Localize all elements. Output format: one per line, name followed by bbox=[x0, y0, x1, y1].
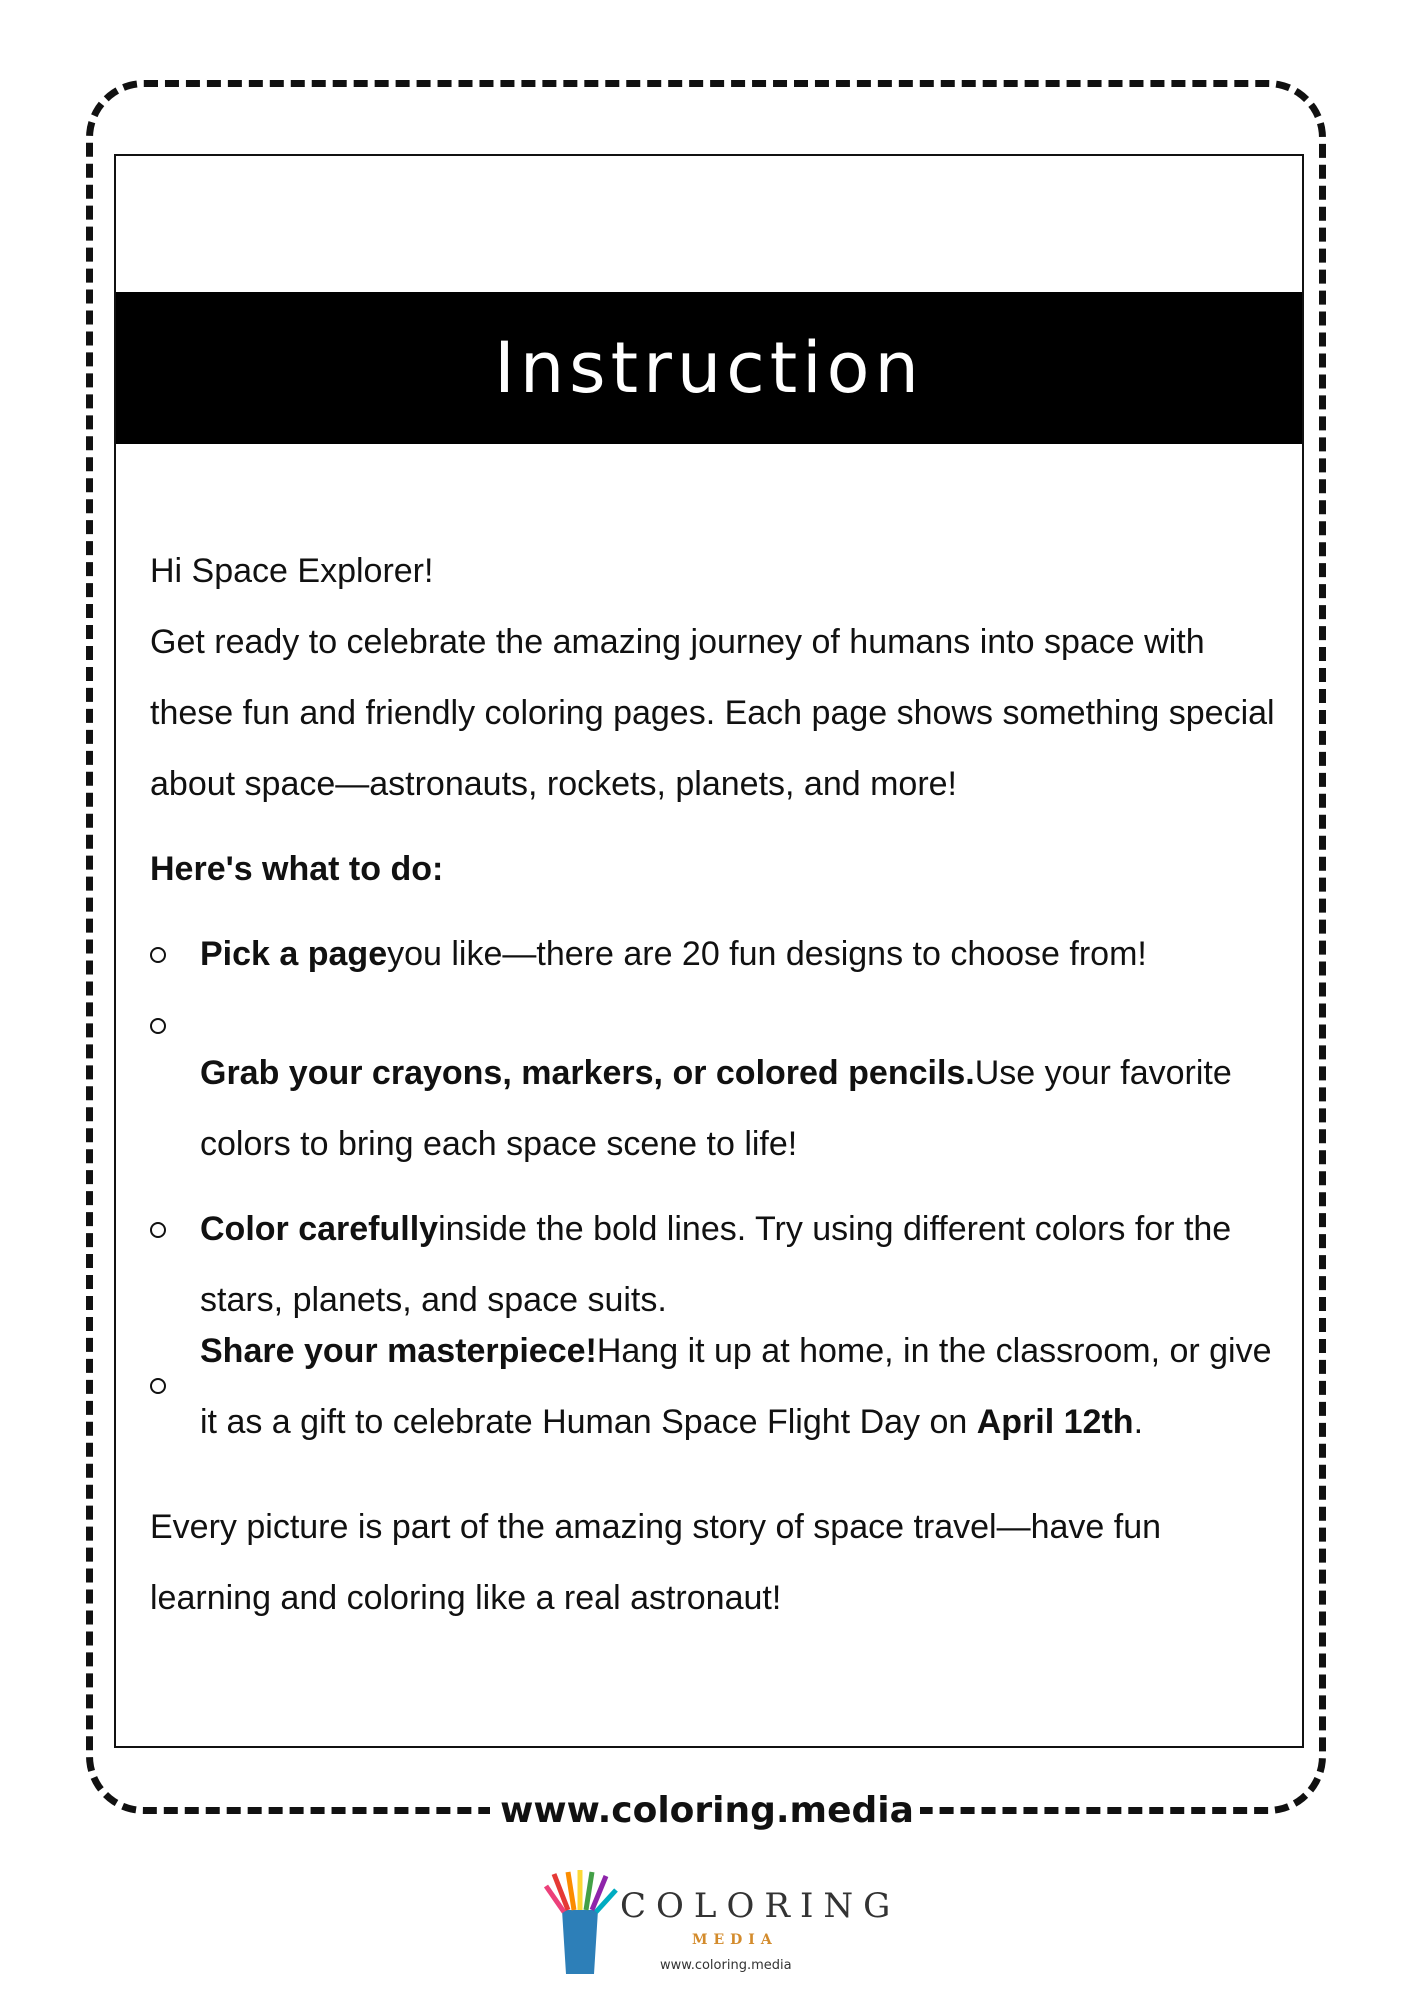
greeting: Hi Space Explorer! bbox=[150, 552, 434, 590]
logo-url: www.coloring.media bbox=[660, 1958, 792, 1973]
step-item bbox=[150, 1004, 1280, 1180]
step-end: . bbox=[1133, 1403, 1144, 1441]
step-item bbox=[150, 1194, 1280, 1336]
step-date: April 12th bbox=[976, 1403, 1134, 1441]
instruction-content bbox=[150, 536, 1280, 1634]
steps-list bbox=[150, 919, 1280, 1458]
step-text: you like—there are 20 fun designs to choose from! bbox=[387, 935, 1147, 973]
step-text: Use your favorite colors to bring each space scene to life! bbox=[200, 1054, 1232, 1163]
instruction-box bbox=[114, 154, 1304, 1748]
step-bold: Grab your crayons, markers, or colored pencils. bbox=[200, 1054, 975, 1092]
step-item bbox=[150, 919, 1280, 990]
step-text: Hang it up at home, in the classroom, or give it as a gift to celebrate Human Space Flight Day on bbox=[200, 1332, 1272, 1441]
coloring-media-logo bbox=[540, 1870, 901, 1980]
step-text: inside the bold lines. Try using different colors for the stars, planets, and space suits. bbox=[200, 1210, 1232, 1319]
bullet-circle-icon bbox=[150, 1378, 166, 1394]
step-bold: Pick a page bbox=[200, 935, 388, 973]
intro-paragraph: Get ready to celebrate the amazing journey of humans into space with these fun and friendly coloring pages. Each page shows something special about space—astronauts, rockets, planets, and more! bbox=[150, 623, 1275, 803]
page-title: Instruction bbox=[494, 327, 924, 409]
bullet-circle-icon bbox=[150, 1222, 166, 1238]
footer-url: www.coloring.media bbox=[500, 1790, 914, 1831]
closing-paragraph: Every picture is part of the amazing story of space travel—have fun learning and coloring like a real astronaut! bbox=[150, 1508, 1162, 1617]
step-item bbox=[150, 1316, 1280, 1458]
bullet-circle-icon bbox=[150, 1018, 166, 1034]
steps-heading: Here's what to do: bbox=[150, 850, 444, 888]
title-bar bbox=[116, 292, 1302, 444]
step-bold: Color carefully bbox=[200, 1210, 439, 1248]
bullet-circle-icon bbox=[150, 947, 166, 963]
logo-wordmark: COLORING bbox=[620, 1886, 901, 1926]
step-bold: Share your masterpiece! bbox=[200, 1332, 597, 1370]
pencil-cup-icon bbox=[540, 1870, 620, 1980]
logo-subtitle: MEDIA bbox=[692, 1932, 778, 1948]
